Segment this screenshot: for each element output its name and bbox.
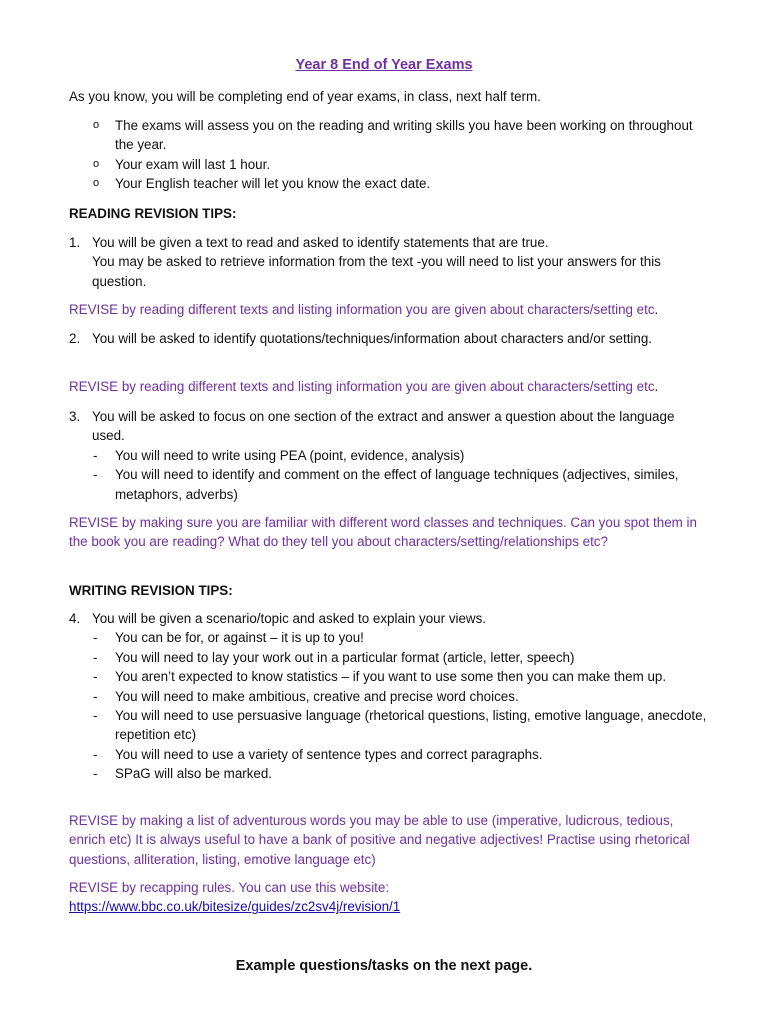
bullet-marker: o [93, 119, 100, 131]
list-item-text: The exams will assess you on the reading and writing skills you have been working on throughout the year. [115, 118, 693, 153]
writing-heading: WRITING REVISION TIPS: [69, 583, 233, 598]
list-item [69, 764, 709, 783]
list-item-text: You will need to identify and comment on the effect of language techniques (adjectives, similes, metaphors, adverbs) [115, 467, 679, 502]
question-text: You will be asked to identify quotations/techniques/information about characters and/or setting. [92, 331, 653, 346]
dash-marker: - [93, 447, 98, 463]
question-2 [69, 329, 709, 348]
list-item [69, 628, 709, 647]
bullet-marker: o [93, 157, 100, 170]
list-item-text: You can be for, or against – it is up to you! [115, 630, 364, 646]
bbc-bitesize-link[interactable]: https://www.bbc.co.uk/bitesize/guides/zc2sv4j/revision/1 [69, 899, 401, 915]
question-number: 3. [69, 409, 81, 424]
list-item-text: You will need to make ambitious, creative and precise word choices. [115, 688, 519, 704]
question-number: 4. [69, 611, 81, 626]
dash-marker: - [93, 669, 98, 685]
list-item [69, 174, 709, 193]
list-item [69, 648, 709, 667]
intro-paragraph: As you know, you will be completing end of year exams, in class, next half term. [69, 89, 541, 104]
question-number: 2. [69, 331, 81, 346]
page-title: Year 8 End of Year Exams [295, 57, 473, 73]
question-4 [69, 609, 709, 784]
list-item [69, 155, 709, 174]
question-text: You will be asked to focus on one section of the extract and answer a question about the language used. [92, 409, 675, 444]
reading-heading: READING REVISION TIPS: [69, 206, 237, 221]
list-item-text: SPaG will also be marked. [115, 766, 273, 782]
question-3 [69, 407, 709, 504]
list-item-text: You will need to write using PEA (point, evidence, analysis) [115, 447, 465, 463]
list-item [69, 446, 709, 465]
dash-marker: - [93, 467, 98, 483]
revise-tip-5-text: REVISE by recapping rules. You can use this website: [69, 880, 390, 895]
revise-tip-3: REVISE by making sure you are familiar with different word classes and techniques. Can you spot them in the book you are reading? What do they tell you about characters/setting/relationships etc? [69, 515, 697, 550]
dash-marker: - [93, 630, 98, 646]
intro-bullet-list [69, 116, 709, 194]
list-item [69, 116, 709, 155]
dash-marker: - [93, 649, 98, 665]
list-item [69, 745, 709, 764]
question-text: You will be given a text to read and asked to identify statements that are true. [92, 235, 549, 250]
list-item-text: You will need to lay your work out in a particular format (article, letter, speech) [115, 649, 575, 665]
dash-marker: - [93, 688, 98, 704]
list-item-text: Your exam will last 1 hour. [115, 156, 271, 172]
question-1 [69, 233, 709, 291]
dash-marker: - [93, 708, 98, 724]
list-item [69, 667, 709, 686]
list-item-text: You aren’t expected to know statistics – if you want to use some then you can make them up. [115, 669, 667, 685]
dash-marker: - [93, 746, 98, 762]
question-text-2: You may be asked to retrieve information from the text -you will need to list your answers for this question. [92, 254, 661, 289]
list-item [69, 706, 709, 745]
revise-tip-2: REVISE by reading different texts and listing information you are given about characters/setting etc. [69, 379, 659, 394]
list-item-text: Your English teacher will let you know the exact date. [115, 176, 431, 192]
question-text: You will be given a scenario/topic and asked to explain your views. [92, 611, 487, 626]
list-item-text: You will need to use a variety of sentence types and correct paragraphs. [115, 746, 543, 762]
footer-note: Example questions/tasks on the next page. [235, 958, 533, 974]
bullet-marker: o [93, 177, 100, 190]
revise-tip-5 [69, 878, 709, 917]
list-item-text: You will need to use persuasive language (rhetorical questions, listing, emotive language, anecdote, repetition etc) [115, 708, 707, 743]
list-item [69, 465, 709, 504]
revise-tip-1: REVISE by reading different texts and listing information you are given about characters/setting etc. [69, 302, 659, 317]
revise-tip-4: REVISE by making a list of adventurous words you may be able to use (imperative, ludicrous, tedious, enrich etc) It is always useful to have a bank of positive and negative adjectives! Practise using rhetorical questions, alliteration, listing, emotive language etc) [69, 813, 690, 867]
question-number: 1. [69, 235, 81, 250]
dash-marker: - [93, 766, 98, 782]
list-item [69, 687, 709, 706]
